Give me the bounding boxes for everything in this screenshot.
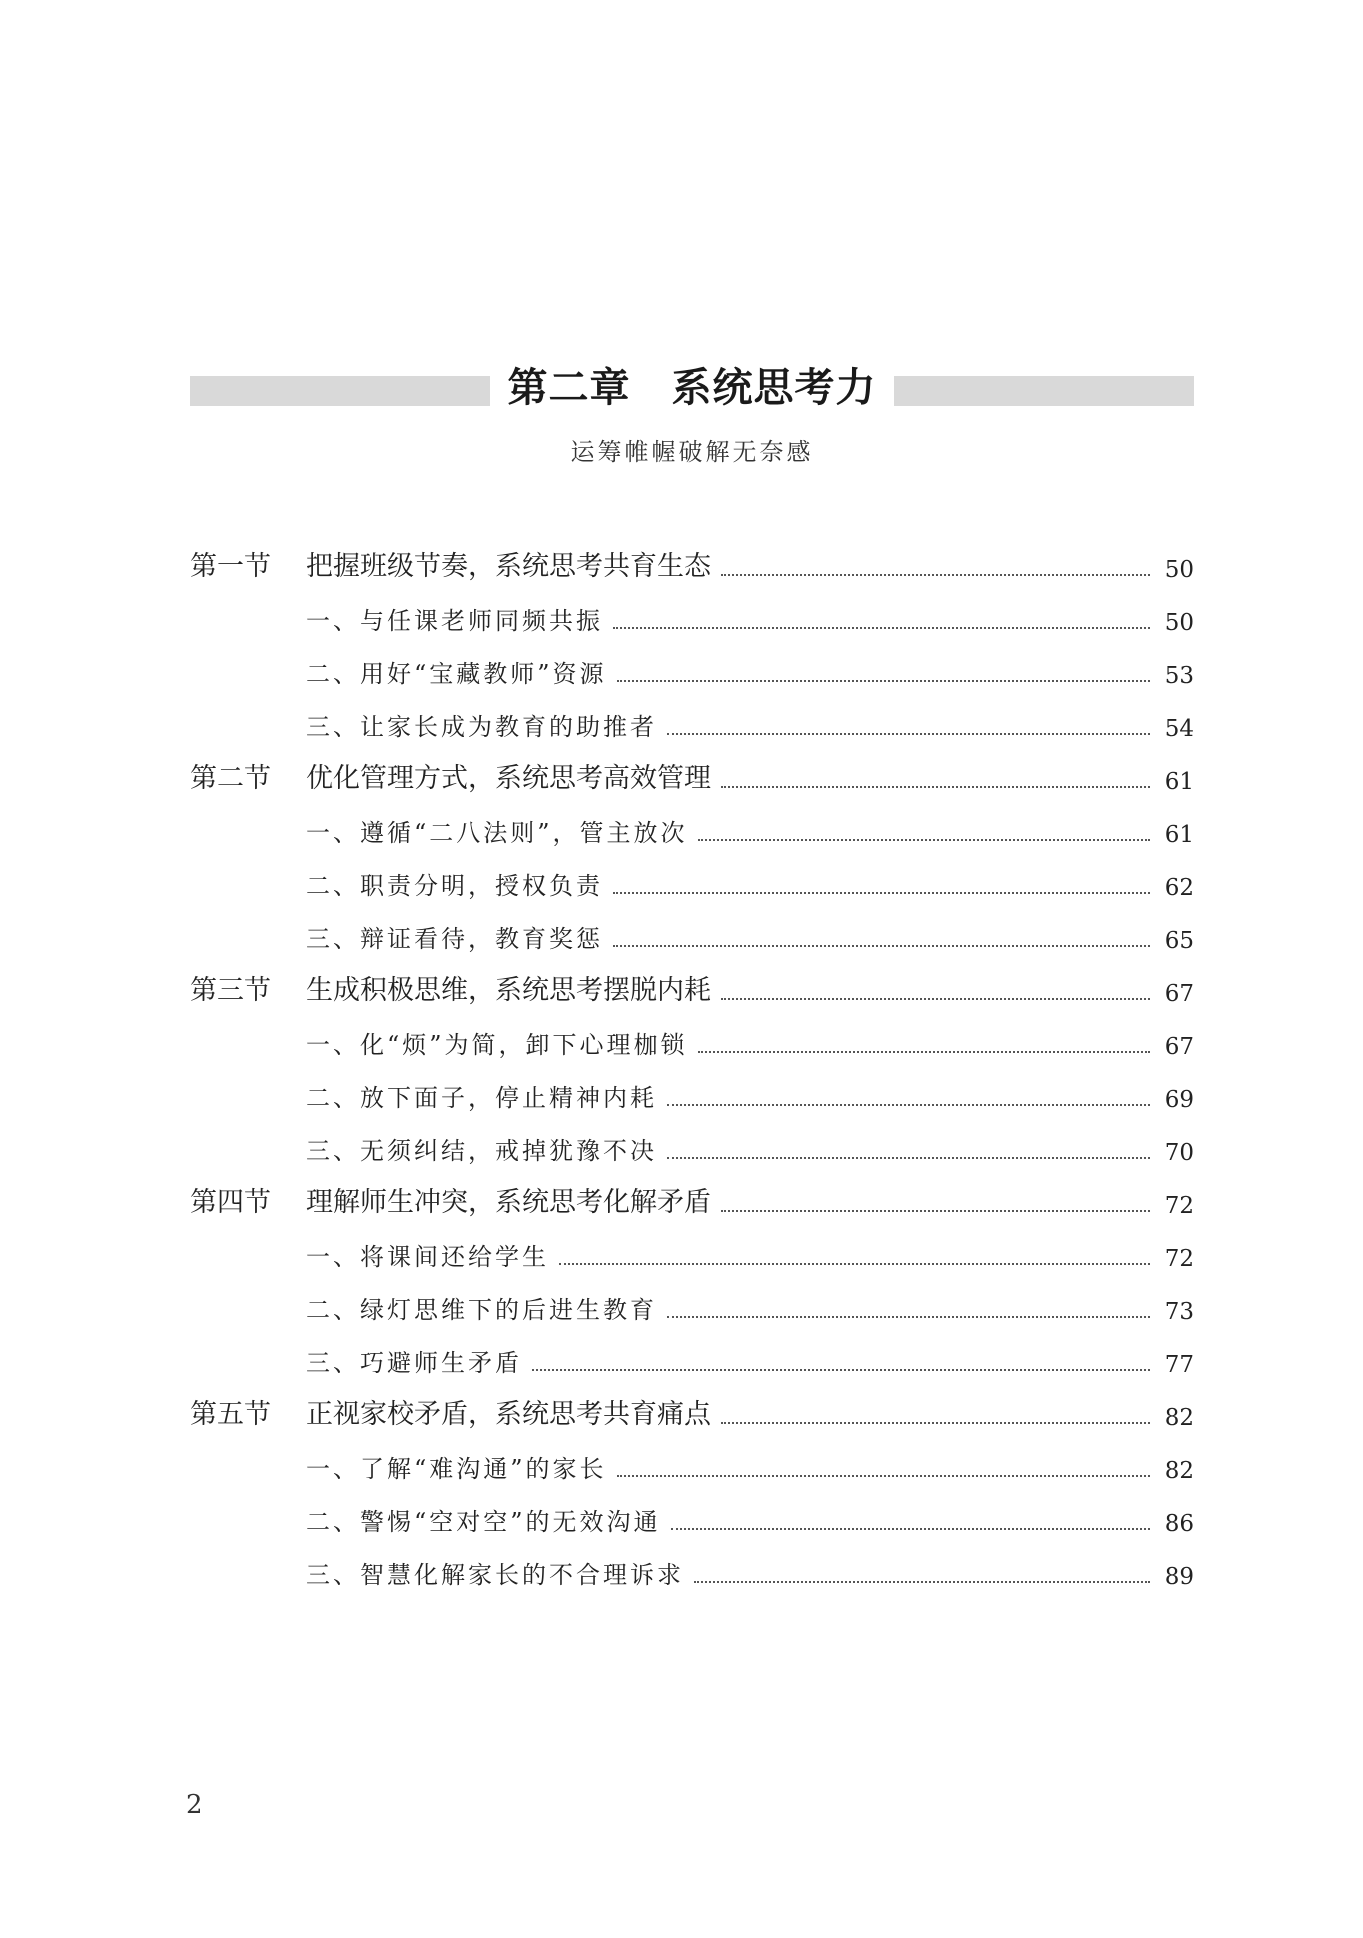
section-number: 第一节: [190, 551, 271, 582]
dot-leader: [694, 1581, 1150, 1583]
dot-leader: [698, 1051, 1150, 1053]
section-number: 第五节: [190, 1399, 271, 1430]
entry-title: 三、让家长成为教育的助推者: [306, 713, 657, 741]
toc-entry[interactable]: [190, 909, 1194, 962]
dot-leader: [613, 945, 1150, 947]
toc-entry[interactable]: [190, 803, 1194, 856]
toc-entry[interactable]: [190, 1492, 1194, 1545]
section-title: 优化管理方式，系统思考高效管理: [306, 763, 711, 794]
entry-title: 三、巧避师生矛盾: [306, 1349, 522, 1377]
page-number: 67: [1164, 1034, 1194, 1060]
toc-entry[interactable]: [190, 697, 1194, 750]
toc-entry[interactable]: [190, 591, 1194, 644]
chapter-subtitle: 运筹帷幄破解无奈感: [570, 438, 814, 466]
dot-leader: [617, 1475, 1150, 1477]
page-number: 65: [1164, 928, 1194, 954]
page-number: 69: [1164, 1087, 1194, 1113]
toc-entry[interactable]: [190, 1227, 1194, 1280]
toc-section-1[interactable]: [190, 538, 1194, 591]
page-number: 62: [1164, 875, 1194, 901]
page-number: 86: [1164, 1511, 1194, 1537]
section-title: 正视家校矛盾，系统思考共育痛点: [306, 1399, 711, 1430]
toc-entry[interactable]: [190, 1121, 1194, 1174]
entry-title: 一、了解“难沟通”的家长: [306, 1455, 607, 1483]
dot-leader: [667, 733, 1150, 735]
section-title: 理解师生冲突，系统思考化解矛盾: [306, 1187, 711, 1218]
dot-leader: [559, 1263, 1150, 1265]
dot-leader: [667, 1104, 1150, 1106]
toc-entry[interactable]: [190, 644, 1194, 697]
dot-leader: [721, 1210, 1150, 1212]
chapter-header: [190, 364, 1194, 411]
entry-title: 三、无须纠结，戒掉犹豫不决: [306, 1137, 657, 1165]
toc-entry[interactable]: [190, 1333, 1194, 1386]
dot-leader: [721, 998, 1150, 1000]
entry-title: 一、化“烦”为简，卸下心理枷锁: [306, 1031, 688, 1059]
entry-title: 一、遵循“二八法则”，管主放次: [306, 819, 688, 847]
entry-title: 一、将课间还给学生: [306, 1243, 549, 1271]
folio-page-number: 2: [186, 1790, 203, 1820]
section-number: 第四节: [190, 1187, 271, 1218]
page-number: 70: [1164, 1140, 1194, 1166]
page-number: 77: [1164, 1352, 1194, 1378]
entry-title: 二、职责分明，授权负责: [306, 872, 603, 900]
toc-entry[interactable]: [190, 1015, 1194, 1068]
page-number: 82: [1164, 1405, 1194, 1431]
page-number: 53: [1164, 663, 1194, 689]
section-number: 第二节: [190, 763, 271, 794]
section-title: 生成积极思维，系统思考摆脱内耗: [306, 975, 711, 1006]
dot-leader: [667, 1157, 1150, 1159]
toc-section-5[interactable]: [190, 1386, 1194, 1439]
toc-section-4[interactable]: [190, 1174, 1194, 1227]
dot-leader: [721, 574, 1150, 576]
page-number: 82: [1164, 1458, 1194, 1484]
page-number: 54: [1164, 716, 1194, 742]
dot-leader: [613, 892, 1150, 894]
dot-leader: [721, 1422, 1150, 1424]
toc-entry[interactable]: [190, 856, 1194, 909]
dot-leader: [698, 839, 1150, 841]
entry-title: 一、与任课老师同频共振: [306, 607, 603, 635]
page-number: 89: [1164, 1564, 1194, 1590]
toc-entry[interactable]: [190, 1545, 1194, 1598]
section-title: 把握班级节奏，系统思考共育生态: [306, 551, 711, 582]
dot-leader: [532, 1369, 1150, 1371]
section-number: 第三节: [190, 975, 271, 1006]
toc-section-2[interactable]: [190, 750, 1194, 803]
dot-leader: [721, 786, 1150, 788]
toc-entry[interactable]: [190, 1439, 1194, 1492]
entry-title: 二、用好“宝藏教师”资源: [306, 660, 607, 688]
entry-title: 二、绿灯思维下的后进生教育: [306, 1296, 657, 1324]
page-number: 61: [1164, 769, 1194, 795]
chapter-bar-right: [894, 376, 1194, 406]
page-number: 72: [1164, 1193, 1194, 1219]
page-number: 67: [1164, 981, 1194, 1007]
dot-leader: [613, 627, 1150, 629]
page-number: 50: [1164, 610, 1194, 636]
toc-entry[interactable]: [190, 1280, 1194, 1333]
entry-title: 三、智慧化解家长的不合理诉求: [306, 1561, 684, 1589]
dot-leader: [671, 1528, 1150, 1530]
page-number: 50: [1164, 557, 1194, 583]
entry-title: 二、放下面子，停止精神内耗: [306, 1084, 657, 1112]
chapter-title: 第二章 系统思考力: [507, 364, 877, 411]
toc-entry[interactable]: [190, 1068, 1194, 1121]
table-of-contents: [190, 538, 1194, 1598]
entry-title: 三、辩证看待，教育奖惩: [306, 925, 603, 953]
chapter-bar-left: [190, 376, 490, 406]
dot-leader: [667, 1316, 1150, 1318]
page-number: 61: [1164, 822, 1194, 848]
page-number: 72: [1164, 1246, 1194, 1272]
entry-title: 二、警惕“空对空”的无效沟通: [306, 1508, 661, 1536]
page-number: 73: [1164, 1299, 1194, 1325]
toc-section-3[interactable]: [190, 962, 1194, 1015]
dot-leader: [617, 680, 1150, 682]
